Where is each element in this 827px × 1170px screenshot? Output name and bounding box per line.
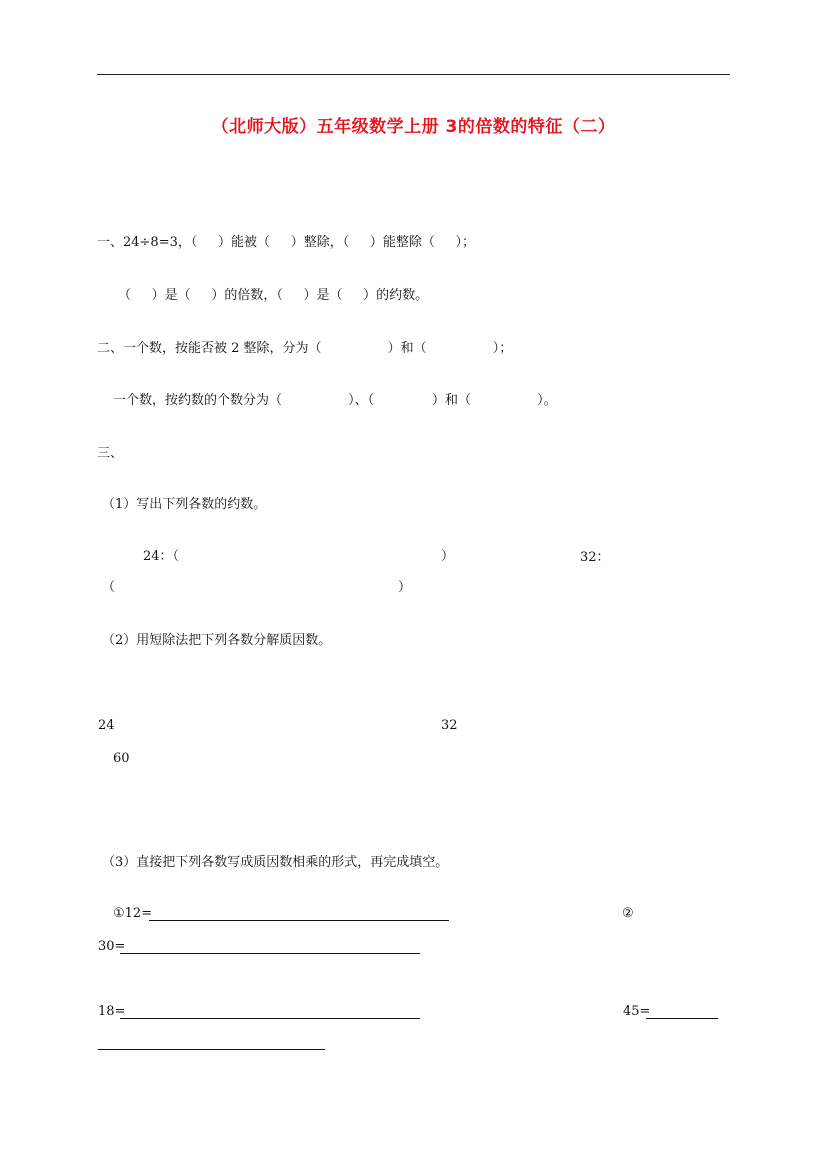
q3-part3-item-45: 45= [623,1004,651,1019]
q3-part2-number-32: 32 [441,718,458,733]
answer-line-12 [149,920,449,921]
q3-part3-item-30: 30= [98,939,126,954]
q3-part1-24-label: 24：（ [143,549,180,564]
q3-part2-number-24: 24 [98,718,115,733]
q3-part3-item-18: 18= [98,1004,126,1019]
q3-part3-item2-mark: ② [622,906,634,921]
answer-line-45-continued [98,1049,325,1050]
q3-part1-32-label: 32： [580,550,610,565]
q1-line2: （ ）是（ ）的倍数，（ ）是（ ）的约数。 [118,288,429,303]
q3-part1-32-open: （ [102,580,116,595]
q3-heading: 三、 [97,446,124,461]
answer-line-45 [646,1018,718,1019]
q2-line1: 二、一个数，按能否被 2 整除，分为（ ）和（ ）； [97,341,513,356]
q3-part2-number-60: 60 [113,751,130,766]
q1-line1: 一、24÷8=3，（ ）能被（ ）整除，（ ）能整除（ ）； [97,235,476,250]
q3-part2-instruction: （2）用短除法把下列各数分解质因数。 [102,633,332,648]
header-rule [97,74,730,75]
q2-line2: 一个数，按约数的个数分为（ ）、（ ）和（ ）。 [113,393,557,408]
answer-line-18 [120,1018,420,1019]
q3-part3-instruction: （3）直接把下列各数写成质因数相乘的形式，再完成填空。 [102,855,449,870]
worksheet-title: （北师大版）五年级数学上册 3的倍数的特征（二） [211,117,616,137]
q3-part1-32-close: ） [398,580,412,595]
answer-line-30 [120,953,420,954]
q3-part1-instruction: （1）写出下列各数的约数。 [102,497,267,512]
q3-part3-item-12: ①12= [113,906,153,921]
q3-part1-24-close: ） [441,549,455,564]
